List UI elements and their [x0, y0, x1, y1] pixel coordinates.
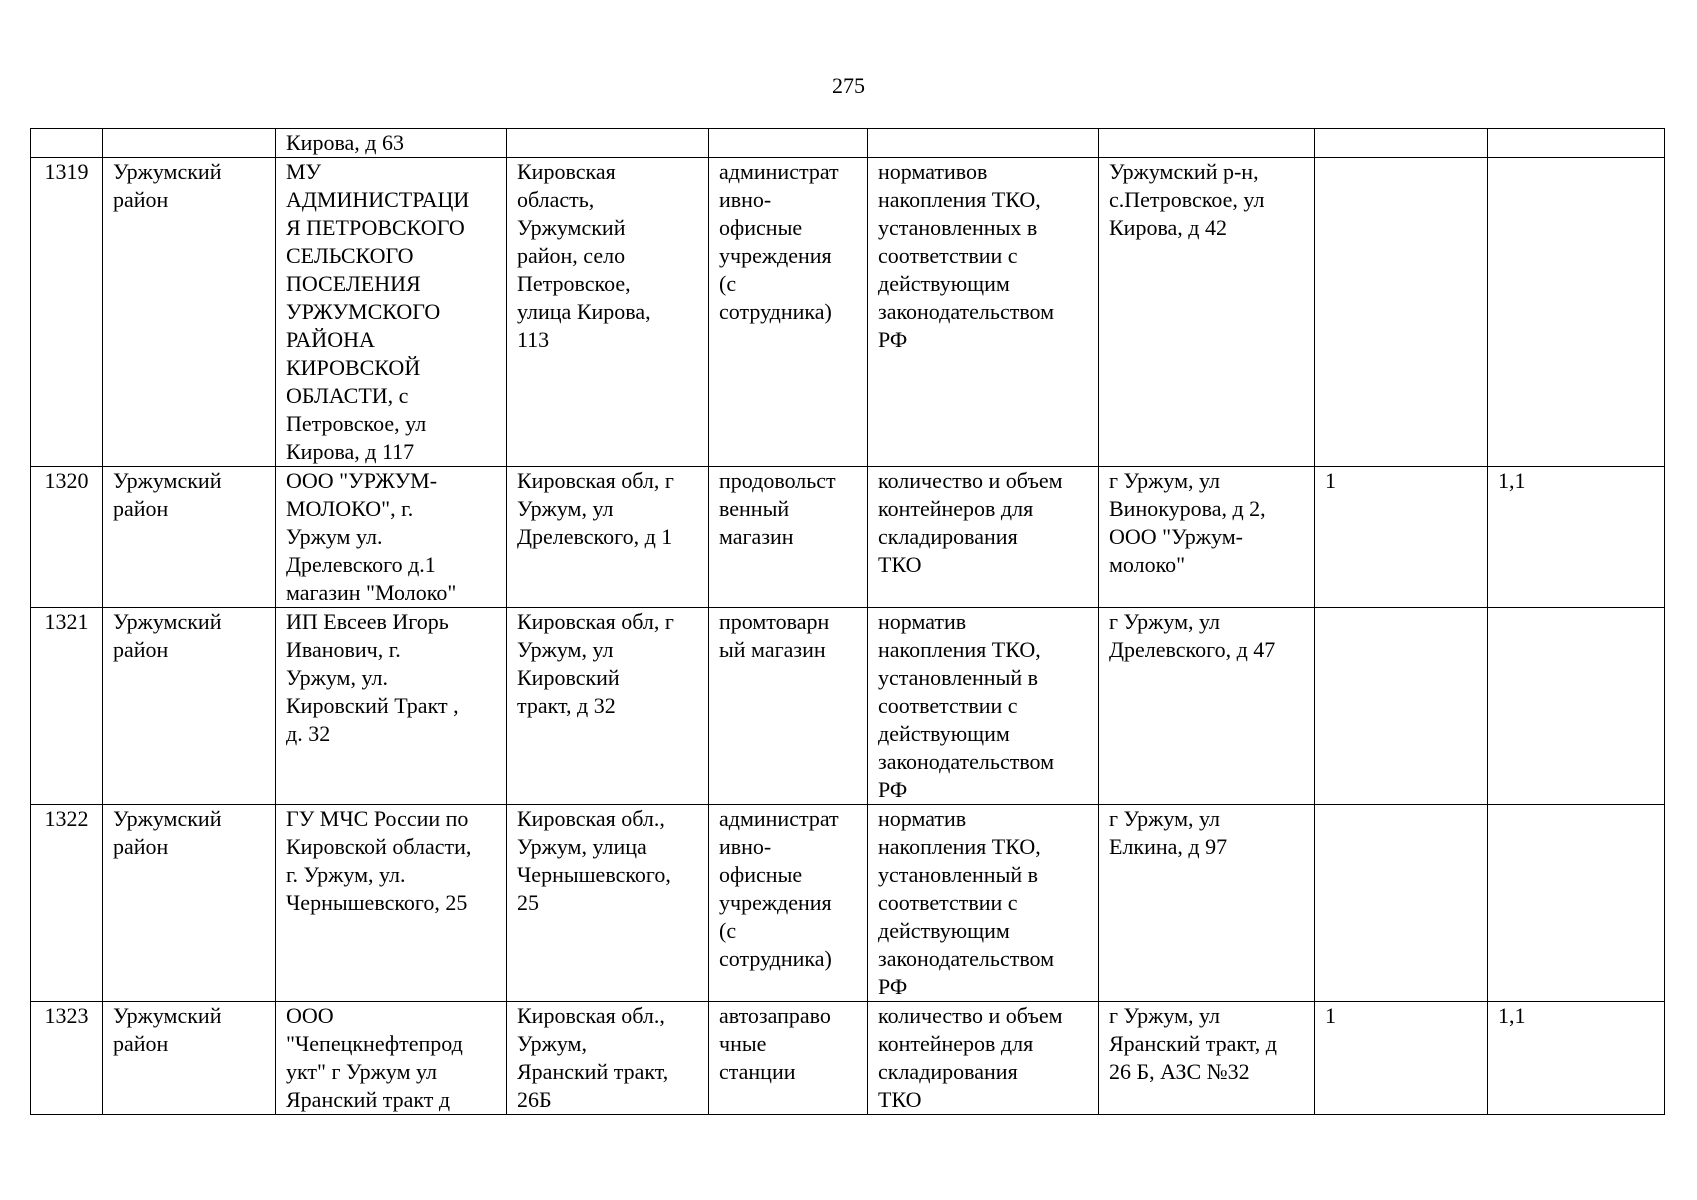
container-volume-cell — [1488, 805, 1665, 1002]
collection-site-cell: г Уржум, ул Елкина, д 97 — [1099, 805, 1315, 1002]
calculation-basis-cell: количество и объем контейнеров для складирования ТКО — [868, 467, 1099, 608]
table-row — [31, 158, 1665, 467]
organization-name-cell: ИП Евсеев Игорь Иванович, г. Уржум, ул. Кировский Тракт , д. 32 — [276, 608, 507, 805]
calculation-basis-cell — [868, 129, 1099, 158]
registry-table — [30, 128, 1665, 1115]
row-number-cell: 1323 — [31, 1002, 103, 1115]
calculation-basis-cell: нормативов накопления ТКО, установленных в соответствии с действующим законодательством РФ — [868, 158, 1099, 467]
page-number: 275 — [832, 73, 865, 98]
organization-name-cell: ООО "Чепецкнефтепрод укт" г Уржум ул Яранский тракт д — [276, 1002, 507, 1115]
district-cell: Уржумский район — [103, 467, 276, 608]
collection-site-cell: Уржумский р-н, с.Петровское, ул Кирова, д 42 — [1099, 158, 1315, 467]
table-row — [31, 608, 1665, 805]
organization-name-cell: ООО "УРЖУМ- МОЛОКО", г. Уржум ул. Дрелевского д.1 магазин "Молоко" — [276, 467, 507, 608]
table-row — [31, 129, 1665, 158]
row-number-cell: 1320 — [31, 467, 103, 608]
container-count-cell — [1315, 608, 1488, 805]
object-address-cell: Кировская обл., Уржум, улица Чернышевского, 25 — [507, 805, 709, 1002]
district-cell: Уржумский район — [103, 158, 276, 467]
object-type-cell: автозаправо чные станции — [709, 1002, 868, 1115]
district-cell: Уржумский район — [103, 805, 276, 1002]
object-address-cell: Кировская область, Уржумский район, село Петровское, улица Кирова, 113 — [507, 158, 709, 467]
organization-name-cell: Кирова, д 63 — [276, 129, 507, 158]
object-type-cell: продовольст венный магазин — [709, 467, 868, 608]
calculation-basis-cell: количество и объем контейнеров для складирования ТКО — [868, 1002, 1099, 1115]
collection-site-cell: г Уржум, ул Яранский тракт, д 26 Б, АЗС №32 — [1099, 1002, 1315, 1115]
container-volume-cell: 1,1 — [1488, 1002, 1665, 1115]
container-volume-cell — [1488, 158, 1665, 467]
object-address-cell — [507, 129, 709, 158]
container-count-cell — [1315, 129, 1488, 158]
district-cell: Уржумский район — [103, 1002, 276, 1115]
object-address-cell: Кировская обл, г Уржум, ул Дрелевского, д 1 — [507, 467, 709, 608]
collection-site-cell — [1099, 129, 1315, 158]
row-number-cell — [31, 129, 103, 158]
object-type-cell: администрат ивно- офисные учреждения (с сотрудника) — [709, 158, 868, 467]
object-type-cell: администрат ивно- офисные учреждения (с сотрудника) — [709, 805, 868, 1002]
container-count-cell: 1 — [1315, 1002, 1488, 1115]
row-number-cell: 1322 — [31, 805, 103, 1002]
calculation-basis-cell: норматив накопления ТКО, установленный в соответствии с действующим законодательством РФ — [868, 805, 1099, 1002]
object-address-cell: Кировская обл., Уржум, Яранский тракт, 26Б — [507, 1002, 709, 1115]
object-type-cell: промтоварн ый магазин — [709, 608, 868, 805]
collection-site-cell: г Уржум, ул Дрелевского, д 47 — [1099, 608, 1315, 805]
container-count-cell — [1315, 158, 1488, 467]
container-count-cell: 1 — [1315, 467, 1488, 608]
container-volume-cell: 1,1 — [1488, 467, 1665, 608]
table-row — [31, 1002, 1665, 1115]
calculation-basis-cell: норматив накопления ТКО, установленный в соответствии с действующим законодательством РФ — [868, 608, 1099, 805]
table-row — [31, 467, 1665, 608]
container-count-cell — [1315, 805, 1488, 1002]
table-row — [31, 805, 1665, 1002]
object-address-cell: Кировская обл, г Уржум, ул Кировский тракт, д 32 — [507, 608, 709, 805]
container-volume-cell — [1488, 129, 1665, 158]
row-number-cell: 1321 — [31, 608, 103, 805]
district-cell — [103, 129, 276, 158]
organization-name-cell: ГУ МЧС России по Кировской области, г. Уржум, ул. Чернышевского, 25 — [276, 805, 507, 1002]
object-type-cell — [709, 129, 868, 158]
collection-site-cell: г Уржум, ул Винокурова, д 2, ООО "Уржум- молоко" — [1099, 467, 1315, 608]
district-cell: Уржумский район — [103, 608, 276, 805]
container-volume-cell — [1488, 608, 1665, 805]
organization-name-cell: МУ АДМИНИСТРАЦИ Я ПЕТРОВСКОГО СЕЛЬСКОГО ПОСЕЛЕНИЯ УРЖУМСКОГО РАЙОНА КИРОВСКОЙ ОБЛАСТИ, с Петровское, ул Кирова, д 117 — [276, 158, 507, 467]
row-number-cell: 1319 — [31, 158, 103, 467]
